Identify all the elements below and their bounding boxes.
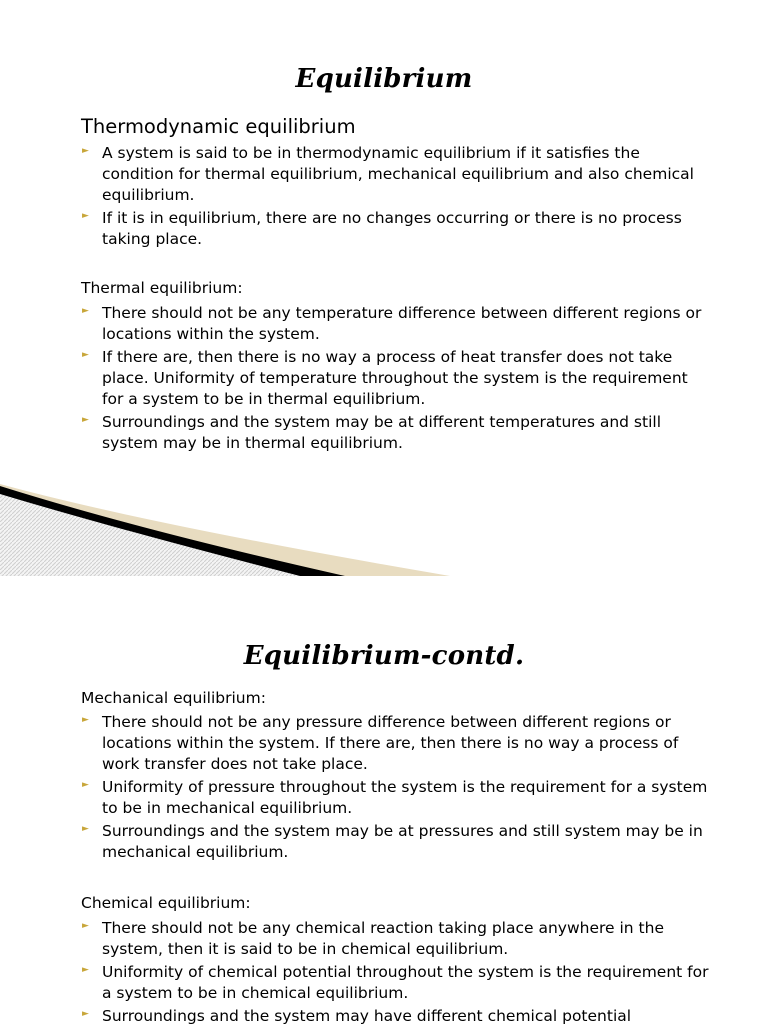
arrowhead-bullet-icon: ► bbox=[82, 146, 89, 156]
arrowhead-bullet-icon: ► bbox=[82, 1009, 89, 1019]
bullet-item bbox=[81, 143, 711, 206]
bullet-list-chemical bbox=[81, 918, 711, 1024]
slide-title: Equilibrium bbox=[295, 64, 473, 94]
bullet-item bbox=[81, 1006, 711, 1024]
section-heading-thermodynamic: Thermodynamic equilibrium bbox=[81, 115, 356, 138]
arrowhead-bullet-icon: ► bbox=[82, 780, 89, 790]
section-heading-thermal: Thermal equilibrium: bbox=[81, 279, 243, 297]
bullet-item bbox=[81, 303, 711, 345]
bullet-item bbox=[81, 962, 711, 1004]
bullet-text: There should not be any pressure difference between different regions or locations within the system. If there are, then there is no way a process of work transfer does not take place. bbox=[102, 713, 679, 773]
bullet-list-mechanical bbox=[81, 712, 711, 865]
decorative-swoosh bbox=[0, 470, 768, 576]
arrowhead-bullet-icon: ► bbox=[82, 350, 89, 360]
bullet-text: Surroundings and the system may be at pressures and still system may be in mechanical equilibrium. bbox=[102, 822, 703, 861]
bullet-item bbox=[81, 821, 711, 863]
bullet-item bbox=[81, 777, 711, 819]
bullet-text: If it is in equilibrium, there are no changes occurring or there is no process taking place. bbox=[102, 209, 682, 248]
arrowhead-bullet-icon: ► bbox=[82, 715, 89, 725]
bullet-text: If there are, then there is no way a process of heat transfer does not take place. Uniformity of temperature throughout the system is the requirement for a system to be in thermal equilibrium. bbox=[102, 348, 688, 408]
section-heading-chemical: Chemical equilibrium: bbox=[81, 894, 251, 912]
bullet-item bbox=[81, 712, 711, 775]
bullet-text: A system is said to be in thermodynamic equilibrium if it satisfies the condition for thermal equilibrium, mechanical equilibrium and also chemical equilibrium. bbox=[102, 144, 694, 204]
bullet-list-thermodynamic bbox=[81, 143, 711, 252]
bullet-list-thermal bbox=[81, 303, 711, 456]
arrowhead-bullet-icon: ► bbox=[82, 965, 89, 975]
arrowhead-bullet-icon: ► bbox=[82, 921, 89, 931]
slide-2 bbox=[0, 598, 768, 1024]
arrowhead-bullet-icon: ► bbox=[82, 306, 89, 316]
bullet-text: Surroundings and the system may have different chemical potential bbox=[102, 1007, 632, 1024]
slide-title: Equilibrium-contd. bbox=[243, 641, 525, 671]
bullet-text: Uniformity of chemical potential throughout the system is the requirement for a system to be in chemical equilibrium. bbox=[102, 963, 709, 1002]
bullet-text: Surroundings and the system may be at different temperatures and still system may be in thermal equilibrium. bbox=[102, 413, 661, 452]
bullet-item bbox=[81, 918, 711, 960]
bullet-text: There should not be any temperature difference between different regions or locations within the system. bbox=[102, 304, 702, 343]
bullet-text: There should not be any chemical reaction taking place anywhere in the system, then it is said to be in chemical equilibrium. bbox=[102, 919, 664, 958]
bullet-text: Uniformity of pressure throughout the system is the requirement for a system to be in mechanical equilibrium. bbox=[102, 778, 708, 817]
bullet-item bbox=[81, 412, 711, 454]
bullet-item bbox=[81, 347, 711, 410]
arrowhead-bullet-icon: ► bbox=[82, 824, 89, 834]
arrowhead-bullet-icon: ► bbox=[82, 211, 89, 221]
arrowhead-bullet-icon: ► bbox=[82, 415, 89, 425]
bullet-item bbox=[81, 208, 711, 250]
section-heading-mechanical: Mechanical equilibrium: bbox=[81, 689, 266, 707]
